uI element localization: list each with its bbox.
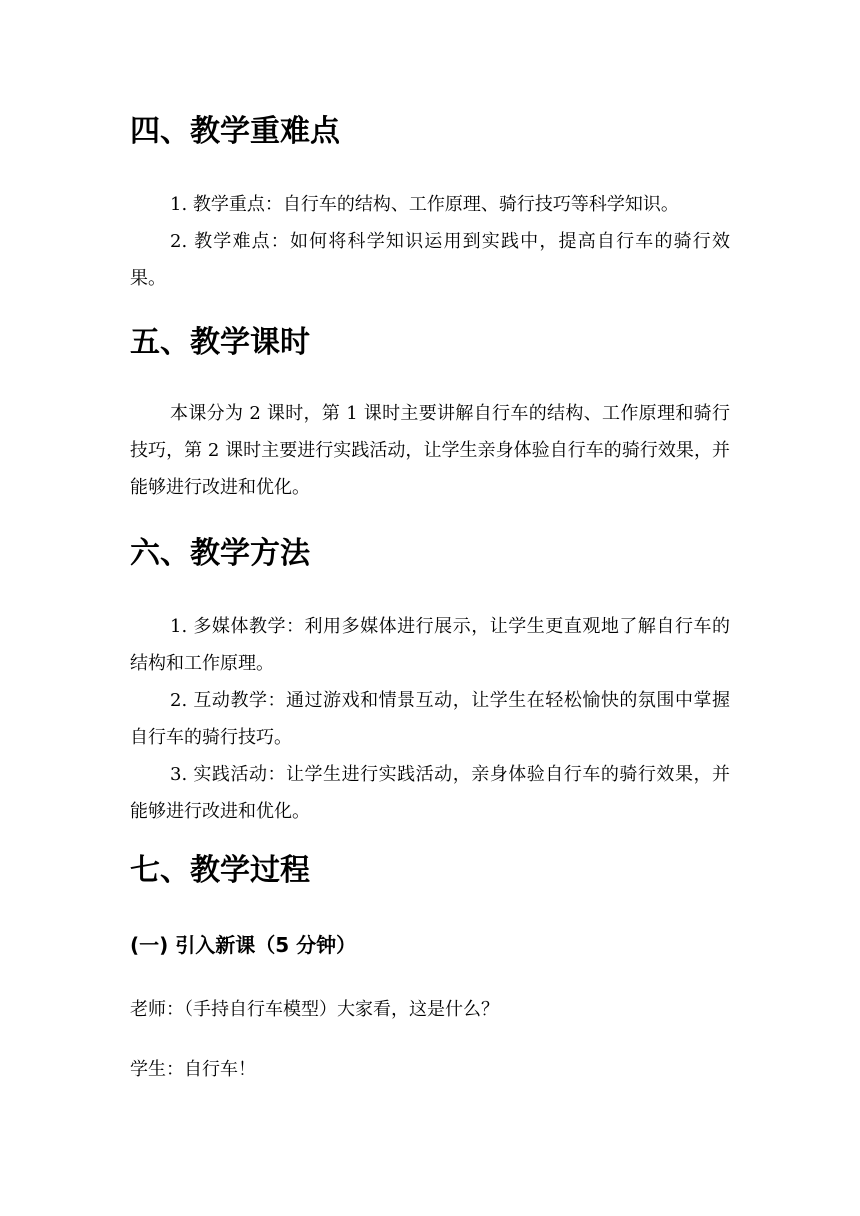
method-item: 3. 实践活动：让学生进行实践活动，亲身体验自行车的骑行效果，并能够进行改进和优化。 xyxy=(130,764,730,822)
key-point-item: 1. 教学重点：自行车的结构、工作原理、骑行技巧等科学知识。 xyxy=(170,194,679,215)
section-heading-teaching-process: 七、教学过程 xyxy=(130,853,310,888)
dialogue-line-student: 学生：自行车！ xyxy=(130,1059,256,1080)
method-item: 2. 互动教学：通过游戏和情景互动，让学生在轻松愉快的氛围中掌握自行车的骑行技巧。 xyxy=(130,690,730,748)
section-heading-class-hours: 五、教学课时 xyxy=(130,325,310,360)
class-hours-paragraph: 本课分为 2 课时，第 1 课时主要讲解自行车的结构、工作原理和骑行技巧，第 2 课时主要进行实践活动，让学生亲身体验自行车的骑行效果，并能够进行改进和优化。 xyxy=(130,403,730,498)
section-heading-teaching-key-points: 四、教学重难点 xyxy=(130,114,340,149)
method-item: 1. 多媒体教学：利用多媒体进行展示，让学生更直观地了解自行车的结构和工作原理。 xyxy=(130,616,730,674)
dialogue-line-teacher: 老师：（手持自行车模型）大家看，这是什么？ xyxy=(130,999,499,1020)
subsection-heading-intro: (一) 引入新课（5 分钟） xyxy=(130,933,357,957)
section-heading-teaching-methods: 六、教学方法 xyxy=(130,536,310,571)
difficulty-item: 2. 教学难点：如何将科学知识运用到实践中，提高自行车的骑行效果。 xyxy=(130,231,730,289)
